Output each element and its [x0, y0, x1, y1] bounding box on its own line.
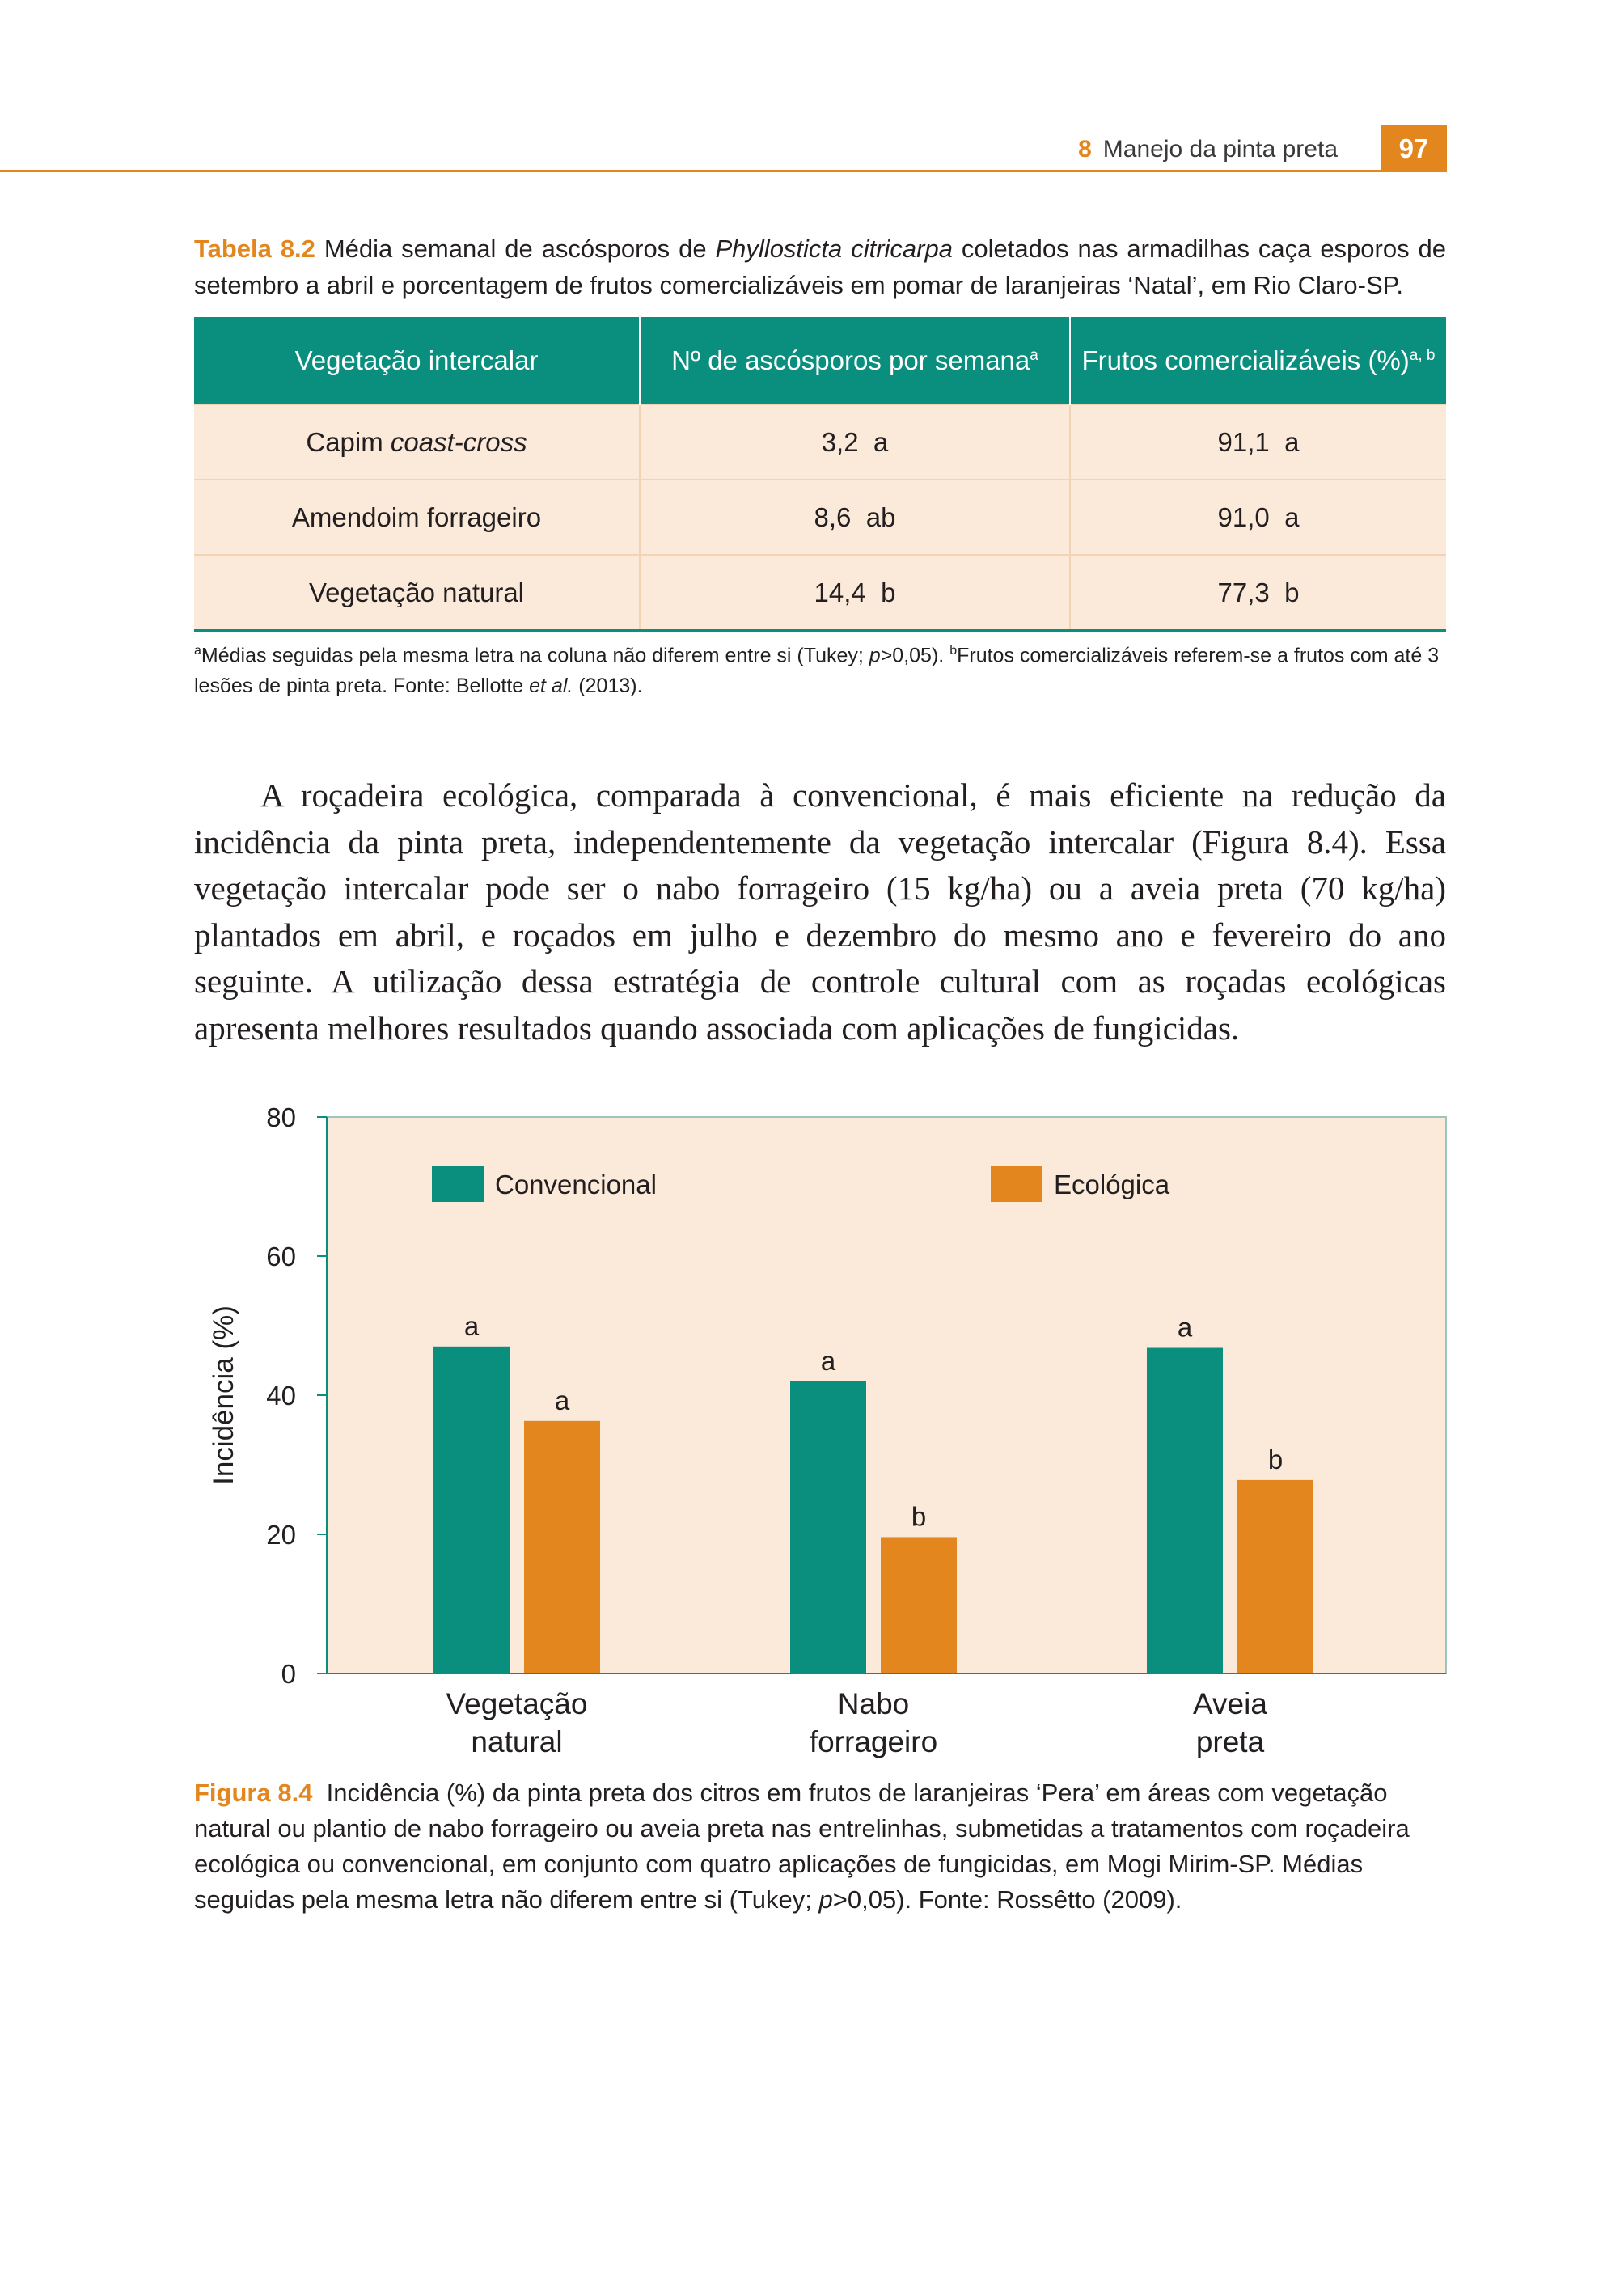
bar-letter-label: a	[1177, 1312, 1193, 1343]
legend-label: Convencional	[495, 1170, 657, 1199]
species-name: Phyllosticta citricarpa	[715, 235, 953, 263]
bar-letter-label: b	[911, 1501, 927, 1532]
x-category-label: forrageiro	[809, 1725, 938, 1758]
bar-letter-label: a	[463, 1310, 480, 1341]
y-tick-label: 60	[266, 1242, 296, 1271]
x-category-label: preta	[1195, 1725, 1265, 1758]
column-header-ascosporos: Nº de ascósporos por semana$^a$	[640, 317, 1070, 404]
x-category-label: natural	[471, 1725, 563, 1758]
chapter-number: 8	[1078, 136, 1092, 163]
x-axis-labels	[446, 1687, 1268, 1758]
y-tick-label: 20	[266, 1520, 296, 1550]
page-number: 97	[1381, 125, 1447, 172]
table-cell-vegetacao: Amendoim forrageiro	[194, 480, 640, 555]
bar-ecologica	[1237, 1480, 1313, 1673]
figure-caption: Figura 8.4 Incidência (%) da pinta preta dos citros em frutos de laranjeiras ‘Pera’ em áreas com vegetação natural ou plantio de nabo forrageiro ou aveia preta nas entrelinhas, submetidas a tratamentos com roçadeira ecológica ou convencional, em conjunto com quatro aplicações de fungicidas, em Mogi Mirim-SP. Médias seguidas pela mesma letra não diferem entre si (Tukey; p>0,05). Fonte: Rossêtto (2009).	[194, 1779, 1417, 1914]
bar-ecologica	[881, 1537, 957, 1673]
table-footnote: $^a$Médias seguidas pela mesma letra na coluna não diferem entre si (Tukey; p>0,05). $^b$Frutos comercializáveis referem-se a frutos com até 3 lesões de pinta preta. Fonte: Bellotte et al. (2013).	[194, 644, 1440, 698]
y-axis-label: Incidência (%)	[208, 1305, 239, 1485]
chapter-title: Manejo da pinta preta	[1102, 136, 1338, 163]
table-cell-vegetacao: Vegetação natural	[194, 555, 640, 631]
body-paragraph: A roçadeira ecológica, comparada à convencional, é mais eficiente na redução da incidência da pinta preta, independentemente da vegetação intercalar (Figura 8.4). Essa vegetação intercalar pode ser o nabo forrageiro (15 kg/ha) ou a aveia preta (70 kg/ha) plantados em abril, e roçados em julho e dezembro do mesmo ano e fevereiro do ano seguinte. A utilização dessa estratégia de controle cultural com as roçadas ecológicas apresenta melhores resultados quando associada com aplicações de fungicidas.	[194, 776, 1446, 1047]
y-axis-ticks	[266, 1102, 327, 1689]
bar-convencional	[433, 1347, 510, 1673]
bar-convencional	[1147, 1348, 1223, 1673]
table-cell-ascosporos: 14,4 b	[640, 555, 1070, 631]
table-cell-frutos: 77,3 b	[1070, 555, 1446, 631]
x-category-label: Aveia	[1193, 1687, 1267, 1720]
table-caption-label: Tabela 8.2	[194, 235, 315, 263]
figure-caption-label: Figura 8.4	[194, 1779, 313, 1807]
table-caption-text-2: coletados nas armadilhas caça esporos de setembro a abril e porcentagem de frutos comercializáveis em pomar de laranjeiras ‘Natal’, em Rio Claro-SP.	[194, 235, 1446, 299]
table-caption-text: Média semanal de ascósporos de	[315, 235, 716, 263]
legend-swatch	[991, 1166, 1042, 1202]
column-header-frutos: Frutos comercializáveis (%)$^{a, b}$	[1070, 317, 1446, 404]
legend-label: Ecológica	[1054, 1170, 1170, 1199]
bar-letter-label: b	[1267, 1444, 1284, 1474]
column-header-vegetacao: Vegetação intercalar	[194, 317, 640, 404]
table-cell-ascosporos: 3,2 a	[640, 404, 1070, 480]
legend-swatch	[432, 1166, 484, 1202]
table-cell-ascosporos: 8,6 ab	[640, 480, 1070, 555]
bar-letter-label: a	[554, 1385, 570, 1415]
x-category-label: Nabo	[837, 1687, 910, 1720]
y-tick-label: 40	[266, 1381, 296, 1411]
table-cell-frutos: 91,0 a	[1070, 480, 1446, 555]
y-tick-label: 0	[281, 1659, 296, 1689]
bar-convencional	[790, 1381, 866, 1673]
table-cell-frutos: 91,1 a	[1070, 404, 1446, 480]
bar-letter-label: a	[820, 1345, 836, 1376]
x-category-label: Vegetação	[446, 1687, 588, 1720]
table-cell-vegetacao: Capim coast-cross	[194, 404, 640, 480]
y-tick-label: 80	[266, 1102, 296, 1132]
bar-ecologica	[524, 1421, 600, 1673]
